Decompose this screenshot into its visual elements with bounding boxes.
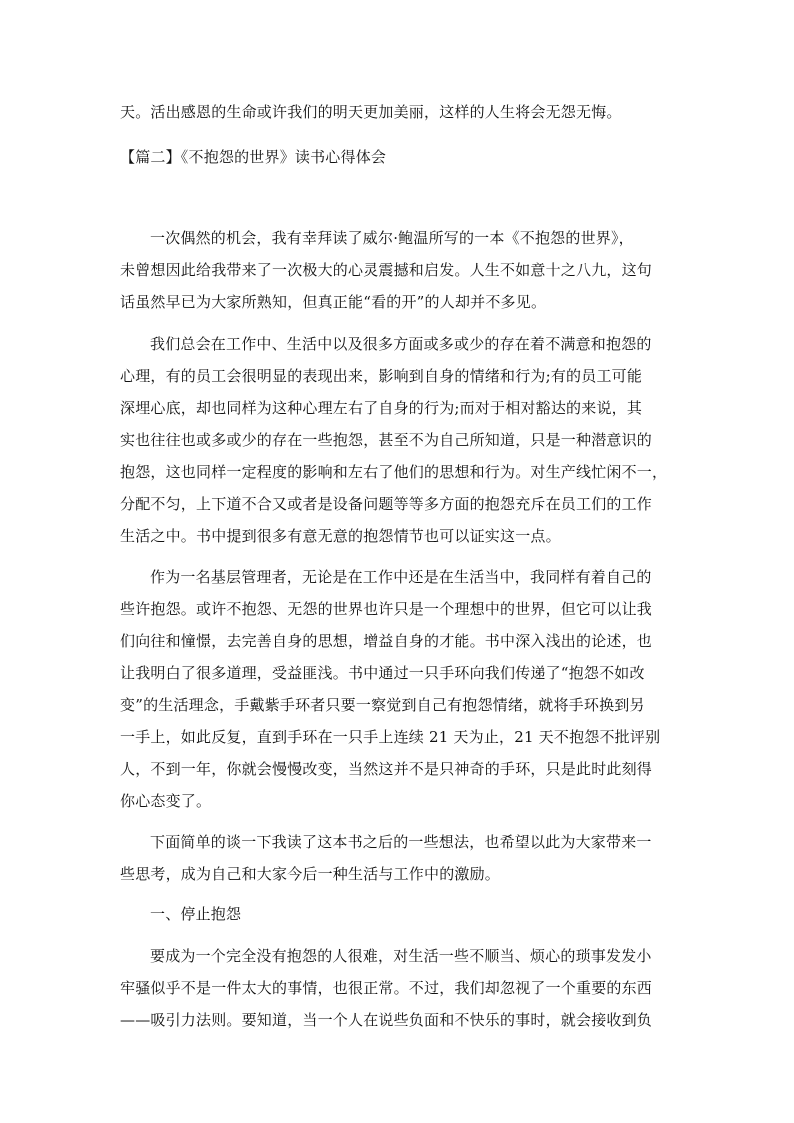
text-line: 分配不匀，上下道不合又或者是设备问题等等多方面的抱怨充斥在员工们的工作 [120,495,653,513]
text-line: 些思考，成为自己和大家今后一种生活与工作中的激励。 [120,865,501,883]
subsection-heading: 一、停止抱怨 [150,905,242,923]
text-line: 抱怨，这也同样一定程度的影响和左右了他们的思想和行为。对生产线忙闲不一， [120,463,668,481]
text-line: 牢骚似乎不是一件太大的事情，也很正常。不过，我们却忽视了一个重要的东西 [120,979,653,997]
text-line: 心理，有的员工会很明显的表现出来，影响到自身的情绪和行为;有的员工可能 [120,367,643,385]
text-line: 话虽然早已为大家所熟知，但真正能“看的开”的人却并不多见。 [120,293,547,311]
text-line: 你心态变了。 [120,792,212,810]
text-line: 下面简单的谈一下我读了这本书之后的一些想法，也希望以此为大家带来一 [150,833,652,851]
text-line: 要成为一个完全没有抱怨的人很难，对生活一些不顺当、烦心的琐事发发小 [150,947,652,965]
text-line: 作为一名基层管理者，无论是在工作中还是在生活当中，我同样有着自己的 [150,568,652,586]
text-line: 实也往往也或多或少的存在一些抱怨，甚至不为自己所知道，只是一种潜意识的 [120,431,653,449]
text-line: 天。活出感恩的生命或许我们的明天更加美丽，这样的人生将会无怨无悔。 [120,103,622,121]
text-line: 我们总会在工作中、生活中以及很多方面或多或少的存在着不满意和抱怨的 [150,335,652,353]
text-line: ——吸引力法则。要知道，当一个人在说些负面和不快乐的事时，就会接收到负 [120,1011,653,1029]
text-line: 们向往和憧憬，去完善自身的思想，增益自身的才能。书中深入浅出的论述，也 [120,632,653,650]
section-heading: 【篇二】《不抱怨的世界》读书心得体会 [120,148,387,166]
text-line: 深埋心底，却也同样为这种心理左右了自身的行为;而对于相对豁达的来说，其 [120,399,643,417]
text-line: 未曾想因此给我带来了一次极大的心灵震撼和启发。人生不如意十之八九，这句 [120,261,653,279]
text-line: 生活之中。书中提到很多有意无意的抱怨情节也可以证实这一点。 [120,527,561,545]
text-line: 些许抱怨。或许不抱怨、无怨的世界也许只是一个理想中的世界，但它可以让我 [120,600,653,618]
text-line: 变”的生活理念，手戴紫手环者只要一察觉到自己有抱怨情绪，就将手环换到另 [120,696,645,714]
text-line: 让我明白了很多道理，受益匪浅。书中通过一只手环向我们传递了“抱怨不如改 [120,664,645,682]
text-line: 人，不到一年，你就会慢慢改变，当然这并不是只神奇的手环，只是此时此刻得 [120,760,653,778]
text-line: 一次偶然的机会，我有幸拜读了威尔·鲍温所写的一本《不抱怨的世界》， [150,229,634,247]
text-line: 一手上，如此反复，直到手环在一只手上连续 21 天为止，21 天不抱怨不批评别 [120,728,661,746]
